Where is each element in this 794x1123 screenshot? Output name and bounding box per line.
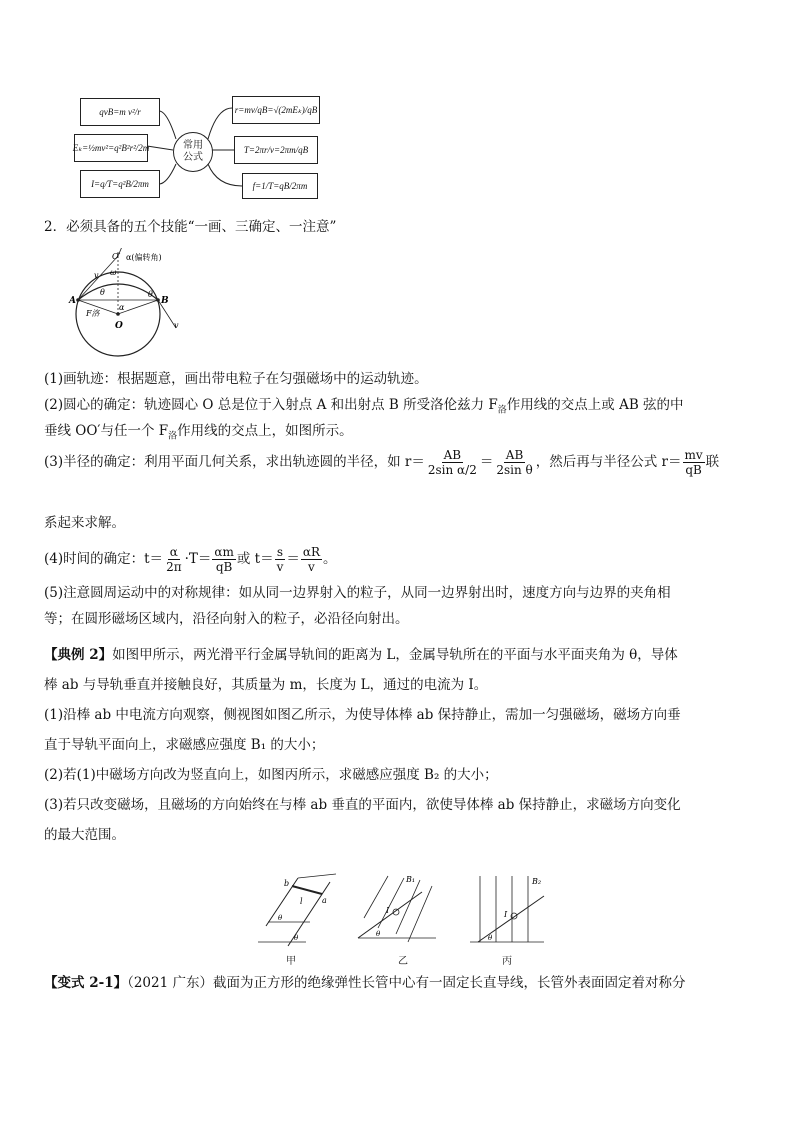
example-2-q3-line2: 的最大范围。	[44, 827, 125, 843]
step-4-end: 。	[323, 551, 337, 567]
step-3-part-a: (3)半径的确定：利用平面几何关系，求出轨迹圆的半径，如 r＝	[44, 454, 425, 470]
frac-num: AB	[443, 448, 462, 462]
figure-bing	[470, 876, 544, 942]
formula-mindmap	[72, 94, 322, 199]
label-b1: B₁	[406, 875, 416, 884]
formula-frequency: f=1/T=qB/2πm	[242, 173, 318, 199]
example-2-line2: 棒 ab 与导轨垂直并接触良好，其质量为 m，长度为 L，通过的电流为 I。	[44, 677, 488, 693]
label-alpha-note: α(偏转角)	[126, 253, 162, 262]
step-5-line2: 等；在圆形磁场区域内，沿径向射入的粒子，必沿径向射出。	[44, 611, 409, 627]
frac-den: v	[308, 560, 315, 574]
step-4-part-a: (4)时间的确定：t＝	[44, 551, 164, 567]
step-4	[44, 544, 756, 574]
label-b2: B₂	[532, 877, 542, 886]
label-current: I	[504, 910, 508, 919]
step-3-part-c: 联	[705, 454, 720, 470]
formula-current: I=q/T=q²B/2πm	[80, 170, 160, 198]
step-2-sub-a: 洛	[497, 405, 507, 416]
label-b: B	[161, 296, 169, 306]
label-theta: θ	[376, 930, 381, 938]
example-2-line1	[44, 644, 756, 666]
formula-kinetic-energy: Eₖ=½mv²=q²B²r²/2m	[74, 134, 148, 162]
step-2-part-c: 垂线 OO′与任一个 F	[44, 423, 169, 439]
example-2-q1-line1: (1)沿棒 ab 中电流方向观察，侧视图如图乙所示，为使导体棒 ab 保持静止，需加一匀强磁场，磁场方向垂	[44, 707, 681, 723]
label-theta: θ	[278, 914, 283, 922]
frac-den: qB	[685, 463, 702, 477]
hub-line2: 公式	[183, 152, 203, 163]
fraction-ab-sin-theta	[494, 448, 534, 477]
step-4-or: 或 t＝	[236, 551, 274, 567]
label-current: I	[386, 906, 390, 915]
rails-figures	[258, 870, 548, 960]
label-a: a	[322, 896, 327, 905]
step-5-line1: (5)注意圆周运动中的对称规律：如从同一边界射入的粒子，从同一边界射出时，速度方向与边界的夹角相	[44, 585, 671, 601]
label-theta-left: θ	[100, 288, 105, 297]
step-4-mid: ·T＝	[184, 551, 212, 567]
frac-num: α	[169, 545, 178, 559]
formula-radius: r=mv/qB=√(2mEₖ)/qB	[232, 96, 320, 124]
caption-yi: 乙	[398, 956, 408, 967]
fraction-am-qb	[212, 545, 235, 574]
example-2-q1-line2: 直于导轨平面向上，求磁感应强度 B₁ 的大小；	[44, 737, 325, 753]
example-2-q2: (2)若(1)中磁场方向改为竖直向上，如图丙所示，求磁感应强度 B₂ 的大小；	[44, 767, 498, 783]
fraction-alpha-2pi	[164, 545, 184, 574]
step-2-sub-b: 洛	[168, 431, 178, 442]
step-2-line1	[44, 394, 756, 422]
step-2-line2	[44, 420, 756, 448]
fraction-ar-v	[301, 545, 322, 574]
label-o: O	[115, 321, 123, 331]
frac-den: qB	[215, 560, 233, 574]
variant-text: （2021 广东）截面为正方形的绝缘弹性长管中心有一固定长直导线，长管外表面固定着对称分	[127, 975, 686, 991]
fraction-mv-qb	[683, 448, 705, 477]
example-2-q3-line1: (3)若只改变磁场，且磁场的方向始终在与棒 ab 垂直的平面内，欲使导体棒 ab 保持静止，求磁场方向变化	[44, 797, 681, 813]
caption-bing: 丙	[502, 956, 512, 967]
label-theta: θ	[488, 934, 493, 942]
variant-tag: 【变式 2-1】	[44, 975, 128, 991]
figure-jia	[258, 874, 336, 946]
label-theta-right: θ	[148, 290, 153, 299]
example-2-text: 如图甲所示，两光滑平行金属导轨间的距离为 L，金属导轨所在的平面与水平面夹角为 θ，导体	[112, 647, 678, 663]
step-2-part-b: 作用线的交点上或 AB 弦的中	[506, 397, 684, 413]
label-l: l	[300, 897, 303, 906]
label-b: b	[284, 879, 290, 888]
label-alpha: α	[119, 303, 125, 312]
point-o-dot	[116, 312, 120, 316]
circle-trajectory-figure	[64, 248, 194, 358]
frac-den: 2π	[166, 560, 182, 574]
label-v-left: v	[94, 271, 99, 280]
label-v-right: v	[174, 321, 179, 330]
step-3-part-b: ，然后再与半径公式 r＝	[535, 454, 682, 470]
frac-num: mv	[684, 448, 703, 462]
figure-yi	[358, 875, 436, 942]
point-b-dot	[156, 298, 160, 302]
frac-den: 2sin θ	[496, 463, 533, 477]
frac-num: AB	[505, 448, 524, 462]
example-2-tag: 【典例 2】	[44, 647, 113, 663]
common-formulas-hub	[173, 132, 213, 172]
label-a: A	[69, 296, 76, 306]
caption-jia: 甲	[286, 956, 296, 967]
equals: ＝	[479, 454, 494, 470]
step-3-line2: 系起来求解。	[44, 515, 125, 531]
label-oprime: O′	[112, 252, 121, 261]
frac-den: 2sin α/2	[427, 463, 477, 477]
fraction-s-v	[275, 545, 286, 574]
point-a-dot	[76, 298, 80, 302]
step-2-part-d: 作用线的交点上，如图所示。	[177, 423, 353, 439]
label-f-lorentz: F洛	[86, 309, 100, 318]
step-3-line1	[44, 446, 756, 478]
fraction-ab-sin-alpha	[426, 448, 479, 477]
frac-num: s	[276, 545, 284, 559]
formula-lorentz: qvB=m v²/r	[80, 98, 160, 126]
hub-line1: 常用	[183, 140, 203, 151]
frac-num: αm	[214, 545, 234, 559]
step-1: (1)画轨迹：根据题意，画出带电粒子在匀强磁场中的运动轨迹。	[44, 371, 428, 387]
frac-num: αR	[302, 545, 321, 559]
section-2-heading: 2．必须具备的五个技能“一画、三确定、一注意”	[44, 219, 337, 235]
label-theta: θ	[294, 934, 299, 942]
label-omega: ω	[110, 268, 117, 277]
variant-2-1	[44, 972, 756, 994]
frac-den: v	[276, 560, 284, 574]
equals: ＝	[286, 551, 300, 567]
formula-period: T=2πr/v=2πm/qB	[234, 136, 318, 164]
step-2-part-a: (2)圆心的确定：轨迹圆心 O 总是位于入射点 A 和出射点 B 所受洛伦兹力 F	[44, 397, 498, 413]
